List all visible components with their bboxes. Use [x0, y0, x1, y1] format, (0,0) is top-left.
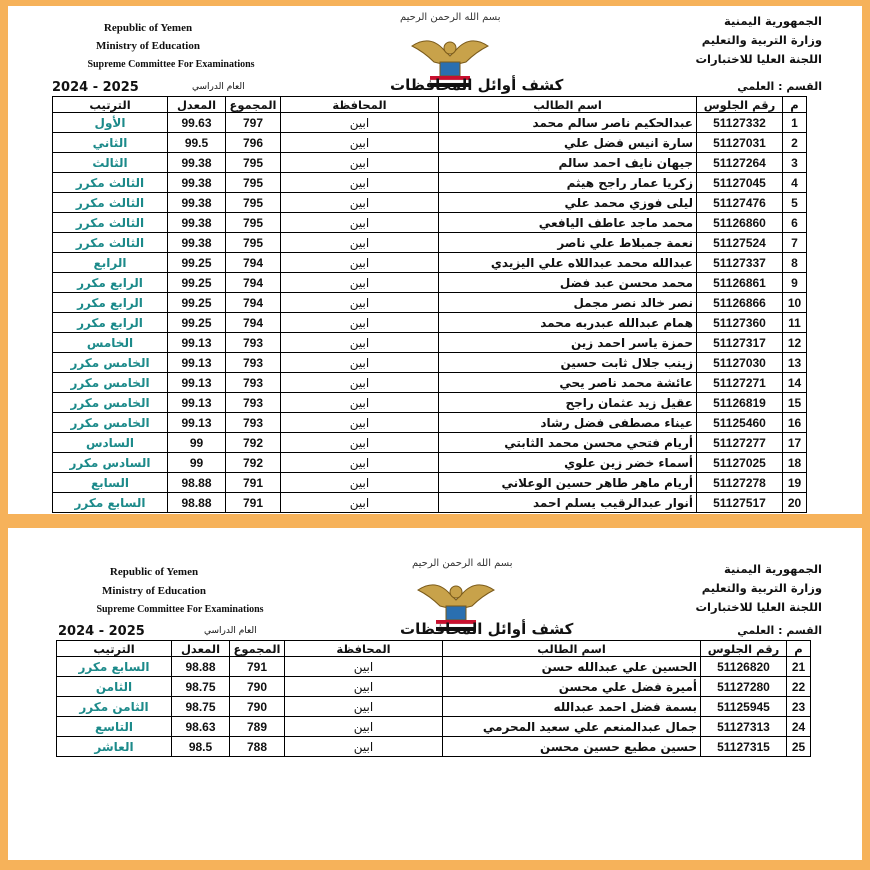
table-row	[53, 173, 807, 193]
cell-total: 791	[226, 493, 281, 513]
cell-m: 6	[783, 213, 807, 233]
cell-seat: 51127045	[697, 173, 783, 193]
cell-avg: 99	[168, 453, 226, 473]
cell-total: 793	[226, 413, 281, 433]
cell-rank: الخامس مكرر	[53, 393, 168, 413]
cell-seat: 51127025	[697, 453, 783, 473]
col-header-rank: الترتيب	[53, 97, 168, 113]
table-row	[53, 133, 807, 153]
cell-m: 19	[783, 473, 807, 493]
cell-avg: 99.38	[168, 233, 226, 253]
cell-name: عائشة محمد ناصر يحي	[439, 373, 697, 393]
cell-gov: ابين	[281, 173, 439, 193]
cell-total: 794	[226, 313, 281, 333]
cell-gov: ابين	[281, 133, 439, 153]
cell-avg: 99.25	[168, 273, 226, 293]
cell-rank: التاسع	[57, 717, 172, 737]
cell-gov: ابين	[281, 493, 439, 513]
header-en-ministry: Ministry of Education	[102, 585, 206, 597]
cell-m: 7	[783, 233, 807, 253]
table-row	[53, 213, 807, 233]
cell-total: 788	[230, 737, 285, 757]
table-body	[53, 113, 807, 513]
cell-rank: الثامن مكرر	[57, 697, 172, 717]
col-header-avg: المعدل	[168, 97, 226, 113]
header-en-committee: Supreme Committee For Examinations	[87, 59, 255, 70]
cell-seat: 51127337	[697, 253, 783, 273]
cell-m: 5	[783, 193, 807, 213]
header-ar-country: الجمهورية اليمنية	[723, 14, 822, 28]
cell-gov: ابين	[281, 273, 439, 293]
cell-gov: ابين	[281, 213, 439, 233]
cell-rank: السابع مكرر	[53, 493, 168, 513]
cell-total: 789	[230, 717, 285, 737]
cell-avg: 98.88	[168, 493, 226, 513]
cell-seat: 51125460	[697, 413, 783, 433]
cell-seat: 51127031	[697, 133, 783, 153]
cell-seat: 51127360	[697, 313, 783, 333]
table-row	[57, 697, 811, 717]
cell-name: الحسين علي عبدالله حسن	[443, 657, 701, 677]
col-header-rank: الترتيب	[57, 641, 172, 657]
cell-avg: 99.63	[168, 113, 226, 133]
cell-m: 16	[783, 413, 807, 433]
results-sheet-2	[8, 528, 862, 860]
cell-avg: 99.38	[168, 193, 226, 213]
header-ar-country: الجمهورية اليمنية	[723, 562, 822, 576]
cell-m: 9	[783, 273, 807, 293]
cell-rank: الثالث مكرر	[53, 213, 168, 233]
cell-rank: السادس مكرر	[53, 453, 168, 473]
cell-rank: الرابع	[53, 253, 168, 273]
cell-avg: 99.38	[168, 153, 226, 173]
academic-year-label: العام الدراسي	[204, 626, 257, 636]
table-row	[53, 453, 807, 473]
page-title: كشف أوائل المحافظات	[400, 620, 574, 638]
cell-rank: الخامس	[53, 333, 168, 353]
cell-name: حسين مطيع حسين محسن	[443, 737, 701, 757]
cell-seat: 51126820	[701, 657, 787, 677]
table-row	[53, 413, 807, 433]
cell-avg: 99.13	[168, 373, 226, 393]
table-row	[53, 333, 807, 353]
cell-m: 4	[783, 173, 807, 193]
cell-seat: 51127315	[701, 737, 787, 757]
header-ar-committee: اللجنة العليا للاختبارات	[695, 600, 822, 614]
cell-avg: 98.75	[172, 697, 230, 717]
cell-total: 793	[226, 393, 281, 413]
cell-gov: ابين	[285, 677, 443, 697]
cell-rank: الرابع مكرر	[53, 273, 168, 293]
table-row	[57, 677, 811, 697]
basmala-calligraphy: بسم الله الرحمن الرحيم	[400, 12, 501, 23]
cell-total: 795	[226, 173, 281, 193]
academic-year-label: العام الدراسي	[192, 82, 245, 92]
col-header-name: اسم الطالب	[439, 97, 697, 113]
cell-gov: ابين	[281, 333, 439, 353]
cell-rank: الثالث مكرر	[53, 173, 168, 193]
cell-m: 14	[783, 373, 807, 393]
results-table	[52, 96, 807, 513]
cell-m: 24	[787, 717, 811, 737]
cell-gov: ابين	[281, 233, 439, 253]
col-header-gov: المحافظة	[281, 97, 439, 113]
cell-m: 2	[783, 133, 807, 153]
cell-seat: 51127317	[697, 333, 783, 353]
cell-rank: الخامس مكرر	[53, 353, 168, 373]
cell-m: 11	[783, 313, 807, 333]
cell-gov: ابين	[281, 293, 439, 313]
cell-avg: 99	[168, 433, 226, 453]
cell-name: أسماء خضر زين علوي	[439, 453, 697, 473]
cell-total: 790	[230, 697, 285, 717]
academic-year: 2024 - 2025	[58, 624, 145, 639]
table-row	[53, 113, 807, 133]
cell-gov: ابين	[285, 697, 443, 717]
cell-seat: 51127524	[697, 233, 783, 253]
table-row	[53, 233, 807, 253]
cell-avg: 99.5	[168, 133, 226, 153]
col-header-name: اسم الطالب	[443, 641, 701, 657]
cell-seat: 51127271	[697, 373, 783, 393]
cell-m: 18	[783, 453, 807, 473]
table-row	[53, 393, 807, 413]
cell-rank: الثاني	[53, 133, 168, 153]
cell-avg: 99.25	[168, 253, 226, 273]
cell-total: 794	[226, 273, 281, 293]
cell-m: 3	[783, 153, 807, 173]
cell-total: 793	[226, 333, 281, 353]
cell-rank: الثامن	[57, 677, 172, 697]
cell-avg: 99.13	[168, 393, 226, 413]
cell-seat: 51127280	[701, 677, 787, 697]
cell-name: عقيل زيد عثمان راجح	[439, 393, 697, 413]
cell-rank: الثالث مكرر	[53, 193, 168, 213]
header-en-ministry: Ministry of Education	[96, 40, 200, 52]
table-row	[53, 253, 807, 273]
cell-total: 791	[226, 473, 281, 493]
cell-total: 795	[226, 213, 281, 233]
header-en-country: Republic of Yemen	[109, 566, 199, 578]
header-ar-ministry: وزارة التربية والتعليم	[701, 33, 822, 47]
table-row	[53, 193, 807, 213]
col-header-total: المجموع	[226, 97, 281, 113]
cell-gov: ابين	[281, 453, 439, 473]
cell-total: 795	[226, 153, 281, 173]
cell-seat: 51126860	[697, 213, 783, 233]
header-ar-ministry: وزارة التربية والتعليم	[701, 581, 822, 595]
col-header-seat: رقم الجلوس	[701, 641, 787, 657]
cell-m: 10	[783, 293, 807, 313]
cell-name: زكريا عمار راجح هيثم	[439, 173, 697, 193]
sheet-header	[8, 6, 862, 98]
cell-avg: 98.88	[168, 473, 226, 493]
cell-seat: 51127313	[701, 717, 787, 737]
cell-gov: ابين	[281, 153, 439, 173]
table-row	[53, 153, 807, 173]
cell-seat: 51127278	[697, 473, 783, 493]
cell-gov: ابين	[285, 717, 443, 737]
cell-rank: السادس	[53, 433, 168, 453]
cell-seat: 51127264	[697, 153, 783, 173]
cell-avg: 98.75	[172, 677, 230, 697]
cell-m: 25	[787, 737, 811, 757]
cell-m: 13	[783, 353, 807, 373]
table-row	[53, 313, 807, 333]
cell-seat: 51126866	[697, 293, 783, 313]
cell-rank: السابع	[53, 473, 168, 493]
cell-gov: ابين	[281, 473, 439, 493]
cell-rank: الرابع مكرر	[53, 313, 168, 333]
cell-name: عيناء مصطفى فضل رشاد	[439, 413, 697, 433]
cell-avg: 99.13	[168, 353, 226, 373]
page-title: كشف أوائل المحافظات	[390, 76, 564, 94]
cell-total: 797	[226, 113, 281, 133]
cell-gov: ابين	[281, 433, 439, 453]
cell-name: عبدالحكيم ناصر سالم محمد	[439, 113, 697, 133]
cell-total: 791	[230, 657, 285, 677]
cell-rank: الثالث	[53, 153, 168, 173]
header-ar-committee: اللجنة العليا للاختبارات	[695, 52, 822, 66]
sheet-header	[8, 528, 862, 620]
cell-m: 1	[783, 113, 807, 133]
col-header-seat: رقم الجلوس	[697, 97, 783, 113]
cell-m: 23	[787, 697, 811, 717]
cell-avg: 99.13	[168, 333, 226, 353]
col-header-gov: المحافظة	[285, 641, 443, 657]
cell-m: 15	[783, 393, 807, 413]
cell-rank: الخامس مكرر	[53, 413, 168, 433]
cell-gov: ابين	[281, 353, 439, 373]
cell-seat: 51126819	[697, 393, 783, 413]
table-header-row	[53, 97, 807, 113]
cell-name: جمال عبدالمنعم علي سعيد المحرمي	[443, 717, 701, 737]
cell-avg: 98.88	[172, 657, 230, 677]
table-row	[53, 433, 807, 453]
cell-avg: 99.25	[168, 313, 226, 333]
table-row	[53, 493, 807, 513]
cell-avg: 99.13	[168, 413, 226, 433]
cell-rank: السابع مكرر	[57, 657, 172, 677]
cell-total: 794	[226, 293, 281, 313]
cell-seat: 51127476	[697, 193, 783, 213]
cell-name: أريام ماهر طاهر حسين الوعلاني	[439, 473, 697, 493]
cell-total: 790	[230, 677, 285, 697]
col-header-avg: المعدل	[172, 641, 230, 657]
cell-m: 20	[783, 493, 807, 513]
cell-name: أريام فتحي محسن محمد الثابتي	[439, 433, 697, 453]
cell-gov: ابين	[281, 373, 439, 393]
table-row	[53, 273, 807, 293]
cell-total: 792	[226, 453, 281, 473]
cell-rank: الخامس مكرر	[53, 373, 168, 393]
cell-avg: 99.38	[168, 173, 226, 193]
cell-m: 22	[787, 677, 811, 697]
results-table	[56, 640, 811, 757]
cell-total: 793	[226, 373, 281, 393]
cell-total: 794	[226, 253, 281, 273]
table-row	[57, 737, 811, 757]
cell-gov: ابين	[281, 313, 439, 333]
cell-avg: 98.63	[172, 717, 230, 737]
cell-name: محمد محسن عبد فضل	[439, 273, 697, 293]
cell-avg: 99.25	[168, 293, 226, 313]
cell-name: زينب جلال ثابت حسين	[439, 353, 697, 373]
cell-name: أنوار عبدالرقيب يسلم احمد	[439, 493, 697, 513]
cell-total: 793	[226, 353, 281, 373]
cell-seat: 51126861	[697, 273, 783, 293]
cell-name: همام عبدالله عبدربه محمد	[439, 313, 697, 333]
cell-name: عبدالله محمد عبداللاه علي اليزيدي	[439, 253, 697, 273]
header-en-country: Republic of Yemen	[103, 22, 193, 34]
table-body	[57, 657, 811, 757]
cell-gov: ابين	[285, 737, 443, 757]
department-label: القسم : العلمي	[737, 80, 822, 93]
cell-name: محمد ماجد عاطف اليافعي	[439, 213, 697, 233]
col-header-m: م	[787, 641, 811, 657]
table-row	[53, 353, 807, 373]
table-header-row	[57, 641, 811, 657]
results-sheet-1	[8, 6, 862, 514]
cell-gov: ابين	[281, 253, 439, 273]
cell-seat: 51125945	[701, 697, 787, 717]
cell-avg: 98.5	[172, 737, 230, 757]
cell-name: بسمة فضل احمد عبدالله	[443, 697, 701, 717]
cell-m: 17	[783, 433, 807, 453]
academic-year: 2024 - 2025	[52, 80, 139, 95]
cell-name: أميرة فضل علي محسن	[443, 677, 701, 697]
cell-total: 796	[226, 133, 281, 153]
table-row	[53, 473, 807, 493]
cell-m: 21	[787, 657, 811, 677]
cell-seat: 51127517	[697, 493, 783, 513]
cell-name: جيهان نايف احمد سالم	[439, 153, 697, 173]
cell-rank: العاشر	[57, 737, 172, 757]
basmala-calligraphy: بسم الله الرحمن الرحيم	[412, 558, 513, 569]
cell-seat: 51127332	[697, 113, 783, 133]
cell-rank: الثالث مكرر	[53, 233, 168, 253]
cell-seat: 51127030	[697, 353, 783, 373]
department-label: القسم : العلمي	[737, 624, 822, 637]
col-header-m: م	[783, 97, 807, 113]
cell-rank: الرابع مكرر	[53, 293, 168, 313]
header-en-committee: Supreme Committee For Examinations	[96, 604, 264, 615]
col-header-total: المجموع	[230, 641, 285, 657]
cell-name: نصر خالد نصر مجمل	[439, 293, 697, 313]
table-row	[57, 657, 811, 677]
cell-name: ليلى فوزي محمد علي	[439, 193, 697, 213]
cell-name: نعمة جمبلاط علي ناصر	[439, 233, 697, 253]
cell-gov: ابين	[285, 657, 443, 677]
cell-avg: 99.38	[168, 213, 226, 233]
cell-m: 12	[783, 333, 807, 353]
cell-gov: ابين	[281, 413, 439, 433]
table-row	[53, 373, 807, 393]
cell-total: 795	[226, 193, 281, 213]
cell-rank: الأول	[53, 113, 168, 133]
table-row	[57, 717, 811, 737]
cell-name: حمزة ياسر احمد زين	[439, 333, 697, 353]
cell-total: 792	[226, 433, 281, 453]
table-row	[53, 293, 807, 313]
cell-total: 795	[226, 233, 281, 253]
cell-seat: 51127277	[697, 433, 783, 453]
cell-gov: ابين	[281, 393, 439, 413]
cell-name: سارة انيس فضل علي	[439, 133, 697, 153]
cell-gov: ابين	[281, 193, 439, 213]
cell-gov: ابين	[281, 113, 439, 133]
cell-m: 8	[783, 253, 807, 273]
